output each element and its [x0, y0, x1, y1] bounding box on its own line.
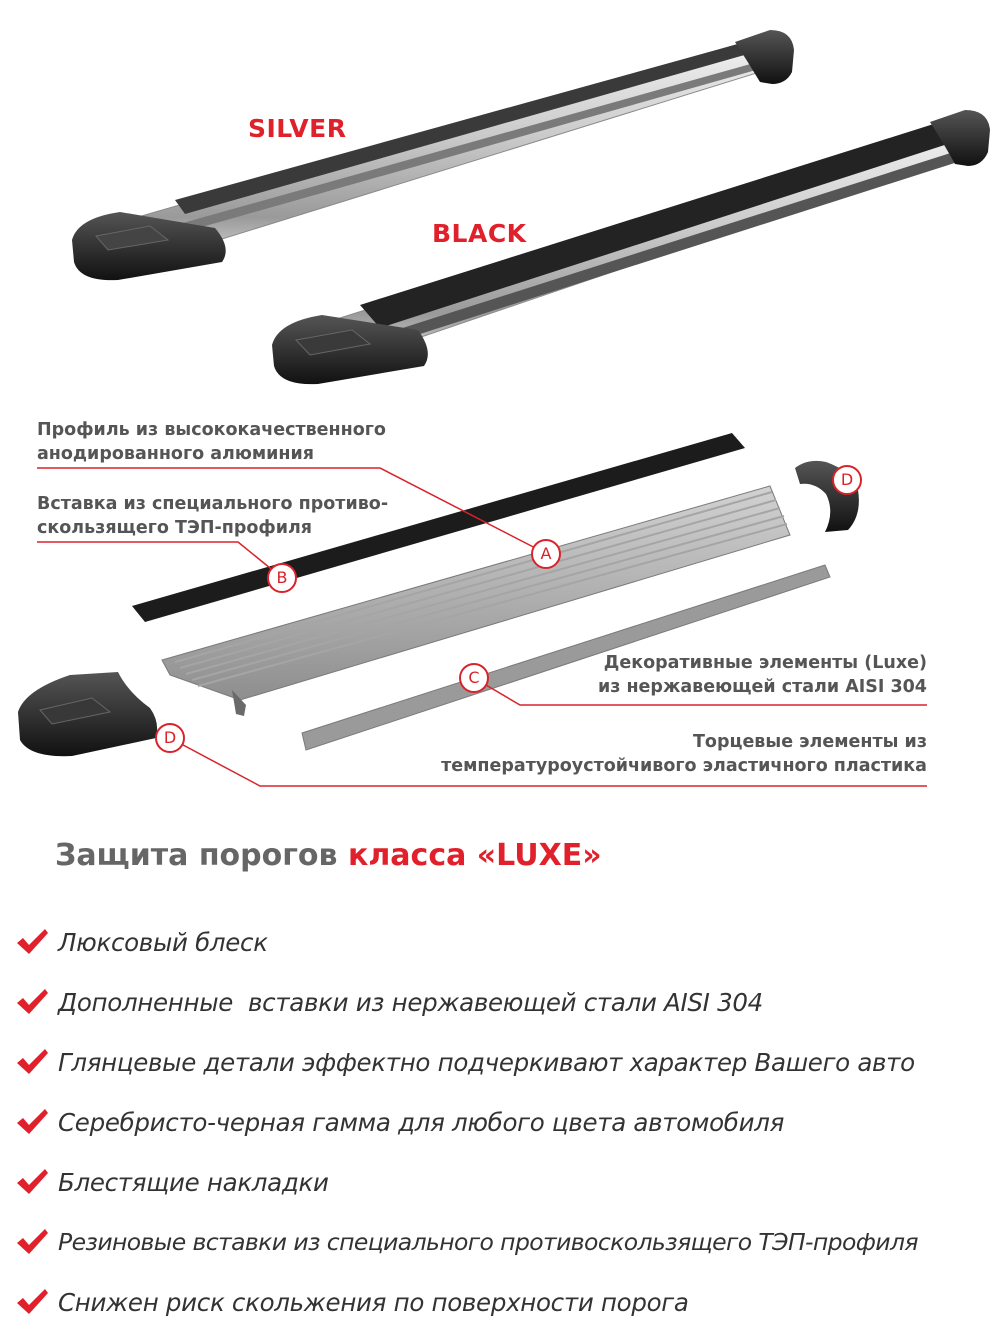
- list-item: [14, 1032, 994, 1092]
- heading-red-part: класса «LUXE»: [347, 838, 602, 873]
- checkmark-icon: [14, 1047, 50, 1077]
- marker-c: C: [459, 663, 489, 693]
- feature-text: Снижен риск скольжения по поверхности порога: [58, 1287, 689, 1317]
- callout-decorative: [598, 651, 927, 699]
- callout-end-caps: [441, 730, 927, 778]
- list-item: [14, 1272, 994, 1332]
- callout-insert: [37, 492, 388, 540]
- checkmark-icon: [14, 987, 50, 1017]
- black-label: BLACK: [432, 219, 527, 248]
- checkmark-icon: [14, 1107, 50, 1137]
- marker-d-right: D: [832, 465, 862, 495]
- checkmark-icon: [14, 1227, 50, 1257]
- list-item: [14, 1212, 994, 1272]
- checkmark-icon: [14, 1167, 50, 1197]
- checkmark-icon: [14, 927, 50, 957]
- callout-profile-line2: анодированного алюминия: [37, 444, 315, 464]
- checkmark-icon: [14, 1287, 50, 1317]
- marker-d-left: D: [155, 723, 185, 753]
- section-heading: [55, 838, 602, 873]
- feature-list: [14, 912, 994, 1332]
- feature-text: Глянцевые детали эффектно подчеркивают характер Вашего авто: [58, 1047, 915, 1077]
- feature-text: Дополненные вставки из нержавеющей стали AISI 304: [58, 987, 763, 1017]
- heading-gray-part: Защита порогов: [55, 838, 348, 873]
- callout-insert-line1: Вставка из специального противо-: [37, 494, 389, 514]
- callout-end-caps-line2: температуроустойчивого эластичного пластика: [441, 756, 927, 776]
- callout-profile-line1: Профиль из высококачественного: [37, 420, 386, 440]
- callout-decorative-line1: Декоративные элементы (Luxe): [603, 653, 927, 673]
- list-item: [14, 972, 994, 1032]
- feature-text: Резиновые вставки из специального противоскользящего ТЭП-профиля: [58, 1228, 918, 1256]
- silver-label: SILVER: [248, 114, 347, 143]
- callout-decorative-line2: из нержавеющей стали AISI 304: [597, 677, 927, 697]
- list-item: [14, 912, 994, 972]
- feature-text: Блестящие накладки: [58, 1167, 329, 1197]
- marker-a: A: [531, 539, 561, 569]
- marker-b: B: [267, 563, 297, 593]
- feature-text: Серебристо-черная гамма для любого цвета автомобиля: [58, 1107, 785, 1137]
- list-item: [14, 1152, 994, 1212]
- callout-end-caps-line1: Торцевые элементы из: [692, 732, 927, 752]
- feature-text: Люксовый блеск: [58, 927, 268, 957]
- callout-insert-line2: скользящего ТЭП-профиля: [37, 518, 313, 538]
- list-item: [14, 1092, 994, 1152]
- callout-profile: [37, 418, 386, 466]
